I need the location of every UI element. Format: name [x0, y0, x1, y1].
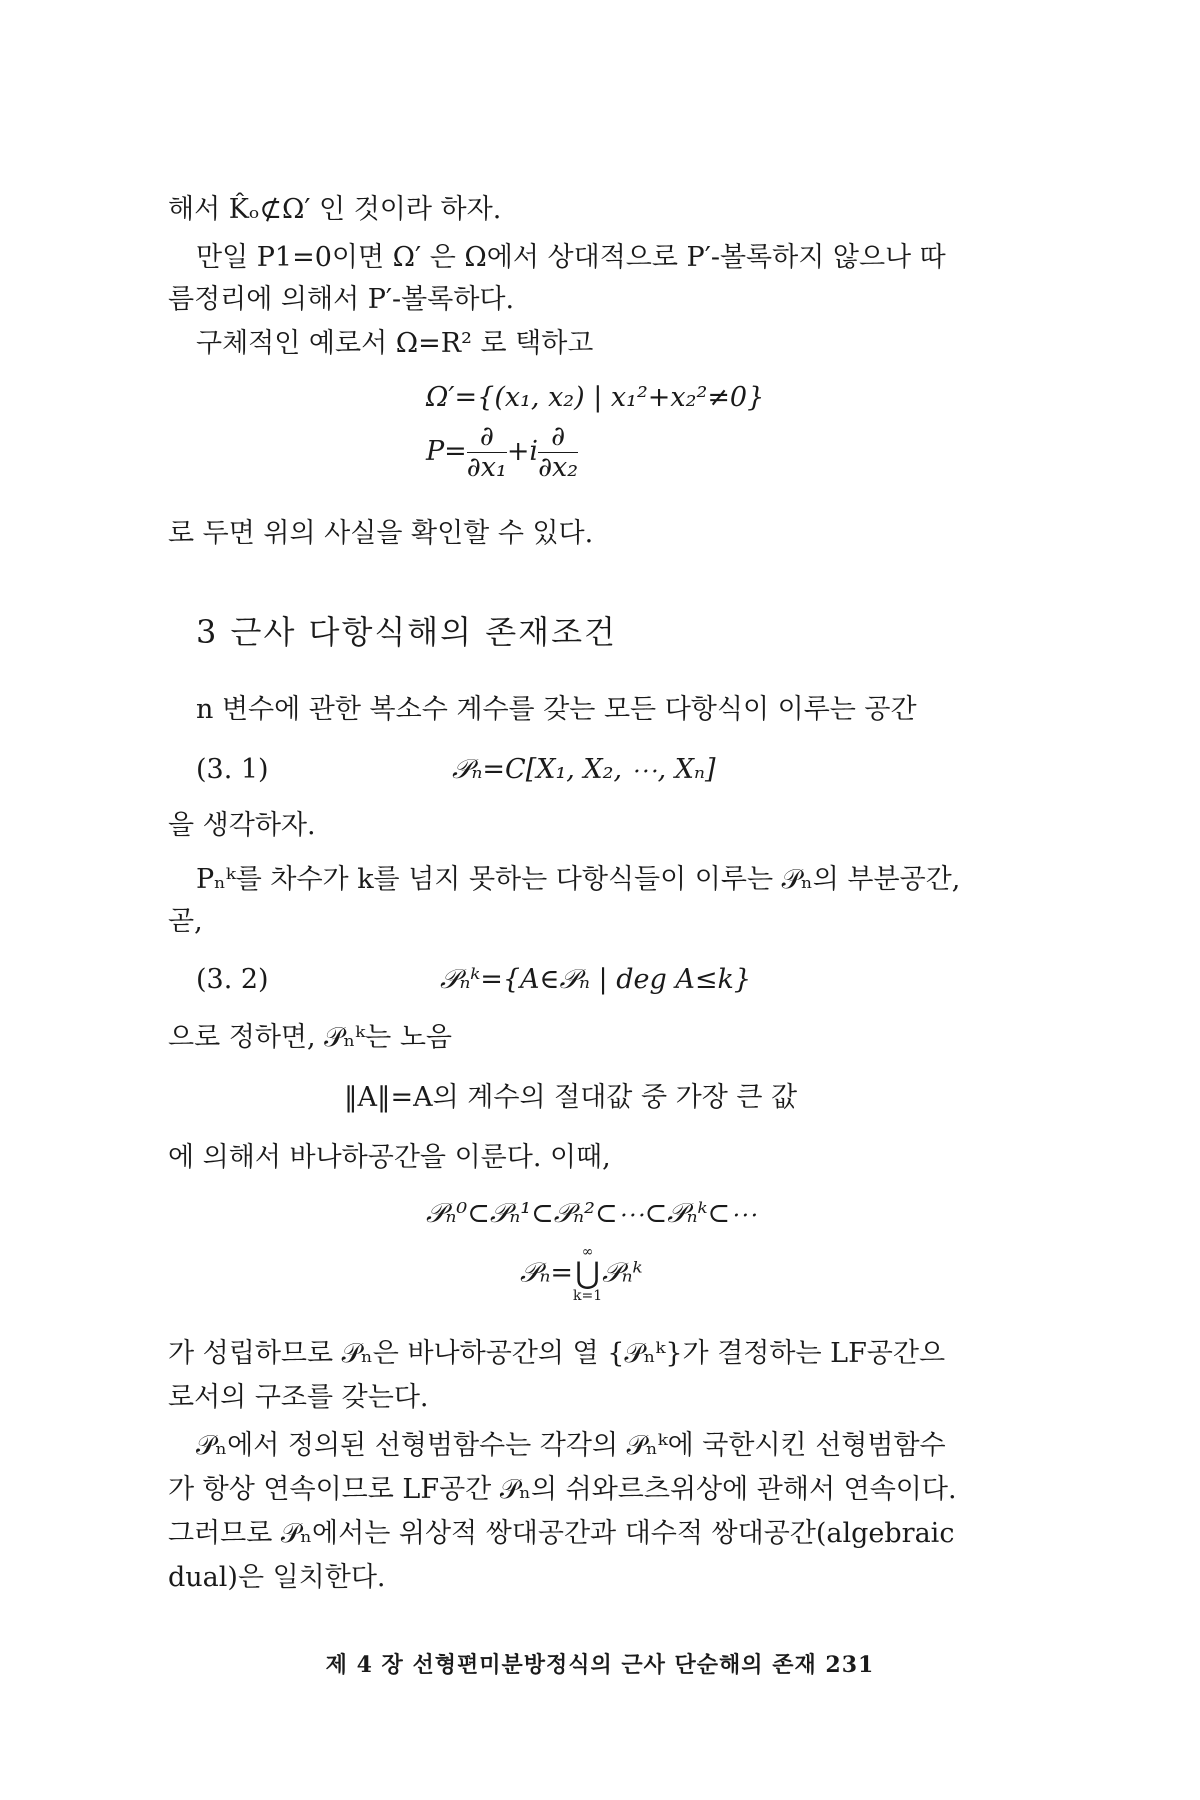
text-line: 𝒫ₙ에서 정의된 선형범함수는 각각의 𝒫ₙᵏ에 국한시킨 선형범함수 [196, 1430, 946, 1461]
fraction-denominator: ∂x₂ [538, 452, 579, 483]
text-line: 곧, [168, 906, 203, 937]
union-lhs: 𝒫ₙ= [520, 1257, 574, 1289]
equation-chain: 𝒫ₙ⁰⊂𝒫ₙ¹⊂𝒫ₙ²⊂⋯⊂𝒫ₙᵏ⊂⋯ [426, 1198, 758, 1229]
text-line: 로 두면 위의 사실을 확인할 수 있다. [168, 518, 594, 549]
page-footer: 제 4 장 선형편미분방정식의 근사 단순해의 존재 231 [325, 1652, 875, 1678]
text-line: 로서의 구조를 갖는다. [168, 1382, 429, 1413]
text-line: 구체적인 예로서 Ω=R² 로 택하고 [196, 328, 594, 359]
fraction-denominator: ∂x₁ [466, 452, 507, 483]
text-line: dual)은 일치한다. [168, 1562, 386, 1593]
equation-union [520, 1245, 642, 1303]
equation-norm: ‖A‖=A의 계수의 절대값 중 가장 큰 값 [344, 1082, 798, 1113]
union-lower-limit: k=1 [573, 1288, 603, 1304]
text-line: 만일 P1=0이면 Ω′ 은 Ω에서 상대적으로 P′-볼록하지 않으나 따 [196, 242, 946, 273]
text-line: Pₙᵏ를 차수가 k를 넘지 못하는 다항식들이 이루는 𝒫ₙ의 부분공간, [196, 864, 961, 895]
section-heading: 3 근사 다항식해의 존재조건 [196, 613, 617, 651]
equation-omega: Ω′={(x₁, x₂) | x₁²+x₂²≠0} [426, 382, 765, 413]
fraction-2 [538, 422, 578, 483]
fraction-numerator: ∂ [467, 422, 507, 453]
union-upper-limit: ∞ [581, 1244, 594, 1260]
fraction-numerator: ∂ [538, 422, 578, 453]
fraction-1 [467, 422, 507, 483]
text-line: 가 항상 연속이므로 LF공간 𝒫ₙ의 쉬와르츠위상에 관해서 연속이다. [168, 1474, 957, 1505]
text-line: 을 생각하자. [168, 810, 316, 841]
text-line: 가 성립하므로 𝒫ₙ은 바나하공간의 열 {𝒫ₙᵏ}가 결정하는 LF공간으 [168, 1338, 946, 1369]
equation-3-2: 𝒫ₙᵏ={A∈𝒫ₙ | deg A≤k} [440, 964, 752, 995]
text-line: 해서 K̂ₒ⊄Ω′ 인 것이라 하자. [168, 194, 502, 225]
union-operator [573, 1245, 602, 1303]
text-line: n 변수에 관한 복소수 계수를 갖는 모든 다항식이 이루는 공간 [196, 694, 917, 725]
text-line: 에 의해서 바나하공간을 이룬다. 이때, [168, 1142, 611, 1173]
equation-p [426, 422, 578, 483]
text-line: 름정리에 의해서 P′-볼록하다. [168, 284, 515, 315]
union-symbol: ⋃ [575, 1256, 600, 1291]
text-line: 그러므로 𝒫ₙ에서는 위상적 쌍대공간과 대수적 쌍대공간(algebraic [168, 1518, 955, 1549]
union-rhs: 𝒫ₙᵏ [602, 1257, 643, 1289]
equation-p-plus: +i [506, 436, 539, 467]
equation-3-1: 𝒫ₙ=C[X₁, X₂, ⋯, Xₙ] [452, 754, 716, 785]
equation-label: (3. 1) [196, 754, 269, 785]
equation-p-lhs: P= [426, 436, 467, 467]
equation-label: (3. 2) [196, 964, 269, 995]
text-line: 으로 정하면, 𝒫ₙᵏ는 노음 [168, 1022, 452, 1053]
